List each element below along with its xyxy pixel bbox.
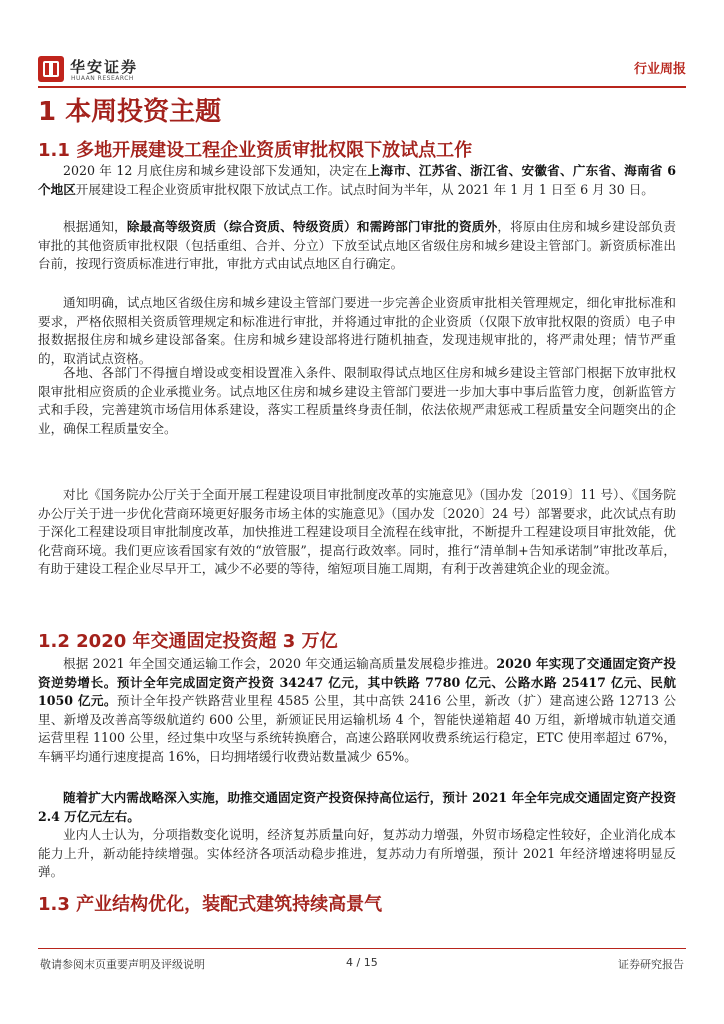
report-type-label: 行业周报 [633, 62, 686, 77]
brand-name-en: HUAAN RESEARCH [71, 75, 134, 82]
footer-divider [38, 948, 686, 949]
subsection-title-1-2: 1.2 2020 年交通固定投资超 3 万亿 [38, 631, 338, 652]
paragraph: 随着扩大内需战略深入实施，助推交通固定资产投资保持高位运行，预计 2021 年全年完成交通固定资产投资 2.4 万亿元左右。 [38, 790, 676, 824]
page-number: 4 / 15 [346, 956, 378, 969]
paragraph: 对比《国务院办公厅关于全面开展工程建设项目审批制度改革的实施意见》（国办发〔2019〕11 号）、《国务院办公厅关于进一步优化营商环境更好服务市场主体的实施意见》（国办发〔2020〕24 号）部署要求，此次试点有助于深化工程建设项目审批制度改革，加快推进工程建设项目全流程在线审批，不断提升工程建设项目审批效能，优化营商环境。我们更应该看国家有效的“放管服”，提高行政效率。同时，推行“清单制+告知承诺制”审批改革后，有助于建设工程企业尽早开工，减少不必要的等待，缩短项目施工周期，有利于改善建筑企业的现金流。 [38, 487, 676, 577]
paragraph: 根据通知，除最高等级资质（综合资质、特级资质）和需跨部门审批的资质外，将原由住房和城乡建设部负责审批的其他资质审批权限（包括重组、合并、分立）下放至试点地区省级住房和城乡建设主管部门。新资质标准出台前，按现行资质标准进行审批，审批方式由试点地区自行确定。 [38, 219, 677, 272]
paragraph: 根据 2021 年全国交通运输工作会，2020 年交通运输高质量发展稳步推进。2020 年实现了交通固定资产投资逆势增长。预计全年完成固定资产投资 34247 亿元，其中铁路 7780 亿元、公路水路 25417 亿元、民航 1050 亿元。预计全年投产铁路营业里程 4585 公里，其中高铁 2416 公里，新改（扩）建高速公路 12713 公里、新增及改善高等级航道约 600 公里，新颁证民用运输机场 4 个，智能快递箱超 40 万组，新增城市轨道交通运营里程 1100 公里，经过集中攻坚与系统转换磨合，高速公路联网收费系统运行稳定，ETC 使用率超过 67%，车辆平均通行速度提高 16%，日均拥堵缓行收费站数量减少 65%。 [38, 656, 677, 764]
section-title: 1 本周投资主题 [38, 97, 222, 127]
brand-logo-icon [38, 56, 64, 82]
paragraph: 通知明确，试点地区省级住房和城乡建设主管部门要进一步完善企业资质审批相关管理规定，细化审批标准和要求，严格依照相关资质管理规定和标准进行审批，并将通过审批的企业资质（仅限下放审批权限的资质）电子申报数据报住房和城乡建设部备案。住房和城乡建设部将进行随机抽查，发现违规审批的，将严肃处理；情节严重的，取消试点资格。 [38, 295, 676, 366]
subsection-title-1-1: 1.1 多地开展建设工程企业资质审批权限下放试点工作 [38, 140, 473, 161]
footer-disclaimer: 敬请参阅末页重要声明及评级说明 [40, 958, 205, 971]
subsection-title-1-3: 1.3 产业结构优化，装配式建筑持续高景气 [38, 894, 383, 915]
footer-label: 证券研究报告 [618, 958, 684, 971]
paragraph: 2020 年 12 月底住房和城乡建设部下发通知，决定在上海市、江苏省、浙江省、安徽省、广东省、海南省 6 个地区开展建设工程企业资质审批权限下放试点工作。试点时间为半年，从 2021 年 1 月 1 日至 6 月 30 日。 [38, 163, 676, 197]
page-header [38, 50, 686, 84]
paragraph: 业内人士认为，分项指数变化说明，经济复苏质量向好，复苏动力增强，外贸市场稳定性较好，企业消化成本能力上升，新动能持续增强。实体经济各项活动稳步推进，复苏动力有所增强，预计 2021 年经济增速将明显反弹。 [38, 827, 676, 880]
paragraph: 各地、各部门不得擅自增设或变相设置准入条件、限制取得试点地区住房和城乡建设主管部门根据下放审批权限审批相应资质的企业承揽业务。试点地区住房和城乡建设主管部门要进一步加大事中事后监管力度，创新监管方式和手段，完善建筑市场信用体系建设，落实工程质量终身责任制，依法依规严肃惩戒工程质量安全问题突出的企业，确保工程质量安全。 [38, 365, 676, 436]
brand-name: 华安证券 [70, 58, 139, 76]
header-divider [38, 86, 686, 88]
